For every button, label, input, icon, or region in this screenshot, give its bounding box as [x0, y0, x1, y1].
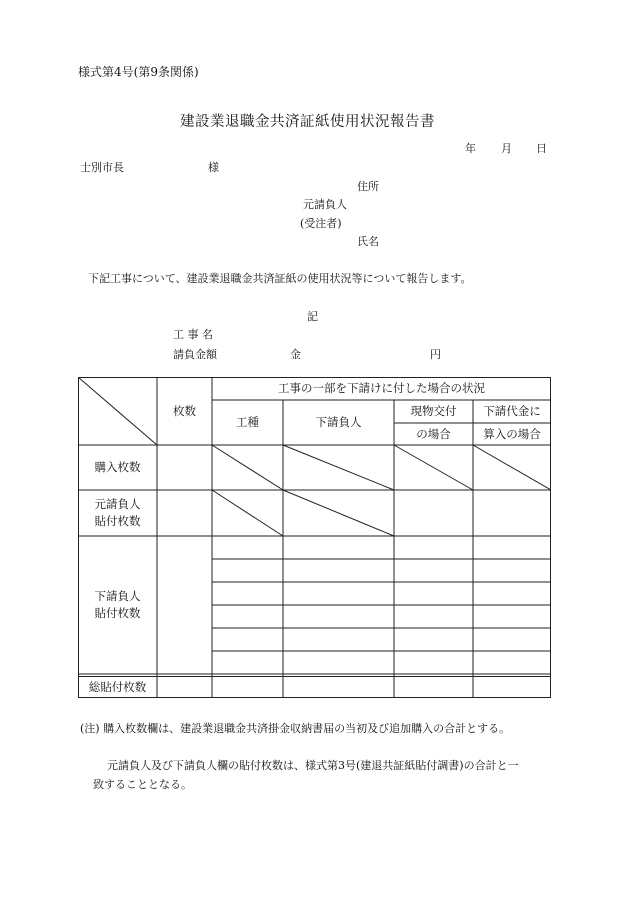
date-month-label: 月	[501, 142, 512, 155]
header-group-label	[212, 377, 551, 400]
currency-prefix: 金	[290, 348, 301, 361]
col-count-text: 枚数	[173, 403, 196, 418]
row-total-label	[78, 676, 157, 698]
contract-amount-label: 請負金額	[173, 348, 217, 361]
addressee-name: 士別市長	[80, 161, 124, 174]
date-year-label: 年	[465, 142, 476, 155]
col-purchase-header-2	[473, 423, 551, 445]
address-label: 住所	[357, 180, 379, 193]
row-purchased-text: 購入枚数	[94, 460, 141, 474]
header-group-text: 工事の一部を下請けに付した場合の状況	[278, 381, 485, 395]
usage-report-table	[78, 377, 551, 698]
note-1: (注) 購入枚数欄は、建設業退職金共済掛金収納書届の当初及び追加購入の合計とする。	[80, 722, 511, 735]
col-subcontractor-header	[283, 400, 394, 445]
col-type-text: 工種	[236, 415, 259, 429]
body-text: 下記工事について、建設業退職金共済証紙の使用状況等について報告します。	[88, 272, 472, 285]
row-prime-text-2: 貼付枚数	[94, 514, 141, 528]
ki-label: 記	[307, 310, 318, 323]
document-title: 建設業退職金共済証紙使用状況報告書	[180, 114, 435, 130]
col-count-header	[157, 377, 212, 445]
row-prime-text-1: 元請負人	[94, 497, 141, 511]
col-in-kind-header-1	[394, 400, 473, 423]
col-purchase-text-1: 下請代金に	[483, 404, 541, 418]
col-in-kind-text-2: の場合	[416, 426, 451, 441]
reporter-role-label: 元請負人	[303, 198, 347, 211]
row-total-text: 総貼付枚数	[88, 679, 147, 694]
currency-unit: 円	[430, 348, 441, 361]
row-sub-label	[78, 536, 157, 674]
reporter-role-sub-label: (受注者)	[300, 217, 342, 230]
row-sub-text-2: 貼付枚数	[94, 606, 141, 620]
col-purchase-header-1	[473, 400, 551, 423]
note-2-line-1: 元請負人及び下請負人欄の貼付枚数は、様式第3号(建退共証紙貼付調書)の合計と一	[107, 759, 519, 772]
project-name-label: 工 事 名	[173, 328, 213, 341]
row-sub-text-1: 下請負人	[94, 589, 141, 603]
date-day-label: 日	[536, 142, 547, 155]
col-in-kind-text-1: 現物交付	[410, 404, 457, 418]
col-subcontractor-text: 下請負人	[315, 415, 362, 429]
addressee-honorific: 様	[208, 161, 219, 174]
col-type-header	[212, 400, 283, 445]
note-2-line-2: 致することとなる。	[93, 778, 192, 791]
form-number: 様式第4号(第9条関係)	[78, 65, 199, 79]
row-purchased-label	[78, 445, 157, 490]
col-purchase-text-2: 算入の場合	[483, 426, 541, 441]
col-in-kind-header-2	[394, 423, 473, 445]
name-label: 氏名	[357, 235, 379, 248]
row-prime-label	[78, 490, 157, 536]
